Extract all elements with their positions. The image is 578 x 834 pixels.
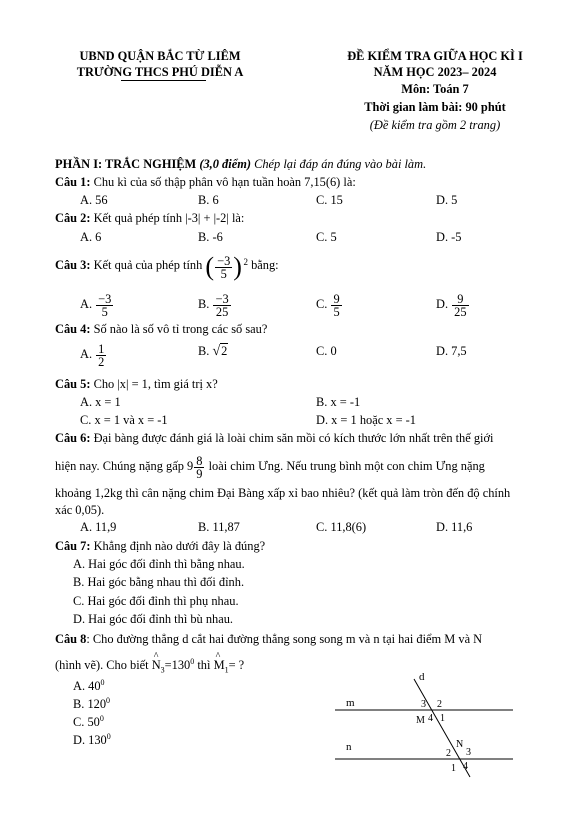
line-d xyxy=(414,679,470,777)
q1-option-c: C. 15 xyxy=(316,193,343,207)
part1-title: PHẦN I: TRẮC NGHIỆM xyxy=(55,157,197,171)
q1-stem xyxy=(55,175,356,190)
school-year: NĂM HỌC 2023– 2024 xyxy=(373,65,497,79)
q4-option-d: D. 7,5 xyxy=(436,344,467,358)
q8-line2: (hình vẽ). Cho biết ^ $N_3=130^0$ thì ^ $M_1=$ ? xyxy=(55,654,244,678)
q3-option-c: C. $\frac{9}{5}$ xyxy=(316,291,340,319)
q8-text-line1: : Cho đường thẳng d cắt hai đường thẳng song song m và n tại hai điểm M và N xyxy=(86,632,483,646)
q4-stem xyxy=(55,322,267,337)
label-m: m xyxy=(346,697,355,709)
exam-title: ĐỀ KIỂM TRA GIỮA HỌC KÌ I xyxy=(347,49,523,63)
q8-option-a: A. $40^0$ xyxy=(73,678,105,694)
q6-text-line1: Đại bàng được đánh giá là loài chim săn mồi có kích thước lớn nhất trên thế giới xyxy=(93,431,494,445)
q3-stem xyxy=(55,248,279,283)
svg-text:1: 1 xyxy=(451,763,456,774)
school-name: TRƯỜNG THCS PHÚ DIỄN A xyxy=(76,65,244,79)
q2-text: Kết quả phép tính |-3| + |-2| là: xyxy=(93,211,245,225)
q3-option-a: A. $\frac{-3}{5}$ xyxy=(80,291,112,319)
q2-stem xyxy=(55,211,244,226)
q7-option-c: C. Hai góc đối đỉnh thì phụ nhau. xyxy=(73,594,239,608)
part1-heading xyxy=(55,157,426,172)
q6-option-b: B. 11,87 xyxy=(198,520,240,534)
q1-option-a: A. 56 xyxy=(80,193,108,207)
part1-instruction: Chép lại đáp án đúng vào bài làm. xyxy=(254,157,427,171)
q8-angle-m1: ^ $M_1$ xyxy=(214,658,229,677)
q6-line1 xyxy=(55,431,493,446)
svg-text:4: 4 xyxy=(428,713,433,724)
q5-label: Câu 5: xyxy=(55,377,91,391)
q8-figure xyxy=(330,665,520,780)
svg-text:3: 3 xyxy=(421,699,426,710)
q3-expr-num: −3 xyxy=(217,253,231,268)
duration: Thời gian làm bài: 90 phút xyxy=(364,100,506,114)
q6-mixed-fraction: $\frac{8}{9}$ xyxy=(196,453,203,481)
q3-label: Câu 3: xyxy=(55,258,91,272)
q7-text: Khẳng định nào dưới đây là đúng? xyxy=(93,539,266,553)
q7-option-d: D. Hai góc đối đỉnh thì bù nhau. xyxy=(73,612,234,626)
q8-line1 xyxy=(55,632,482,647)
q1-option-b: B. 6 xyxy=(198,193,219,207)
q8-option-d: D. $130^0$ xyxy=(73,732,111,748)
q3-text-before: Kết quả của phép tính xyxy=(93,258,203,272)
q4-option-b: B. √2 xyxy=(198,344,228,359)
q6-option-a: A. 11,9 xyxy=(80,520,117,534)
q1-label: Câu 1: xyxy=(55,175,91,189)
subject: Môn: Toán 7 xyxy=(401,82,469,96)
q6-option-d: D. 11,6 xyxy=(436,520,473,534)
q1-text: Chu kì của số thập phân vô hạn tuần hoàn 7,15(6) là: xyxy=(93,175,356,189)
q3-text-after: bằng: xyxy=(251,258,279,272)
q5-option-a: A. x = 1 xyxy=(80,395,121,409)
q2-label: Câu 2: xyxy=(55,211,91,225)
q5-option-d: D. x = 1 hoặc x = -1 xyxy=(316,413,417,427)
q4-option-c: C. 0 xyxy=(316,344,337,358)
q7-stem xyxy=(55,539,265,554)
label-N: N xyxy=(456,739,464,750)
school-district: UBND QUẬN BẮC TỪ LIÊM xyxy=(79,49,241,63)
label-M: M xyxy=(416,715,425,726)
q4-text: Số nào là số vô tỉ trong các số sau? xyxy=(93,322,268,336)
q6-mixed-whole: 9 xyxy=(187,459,194,473)
header-underline xyxy=(121,80,206,81)
part1-points: (3,0 điểm) xyxy=(199,157,251,171)
q7-option-a: A. Hai góc đối đỉnh thì bằng nhau. xyxy=(73,557,245,571)
q6-label: Câu 6: xyxy=(55,431,91,445)
svg-text:2: 2 xyxy=(437,699,442,710)
q8-option-b: B. $120^0$ xyxy=(73,696,111,712)
q7-label: Câu 7: xyxy=(55,539,91,553)
q3-option-b: B. $\frac{-3}{25}$ xyxy=(198,291,229,319)
q5-option-b: B. x = -1 xyxy=(316,395,361,409)
q2-option-b: B. -6 xyxy=(198,230,223,244)
svg-text:4: 4 xyxy=(463,761,468,772)
q1-option-d: D. 5 xyxy=(436,193,458,207)
q3-expr-exponent: 2 xyxy=(243,257,248,268)
q2-option-c: C. 5 xyxy=(316,230,337,244)
q5-text: Cho |x| = 1, tìm giá trị x? xyxy=(93,377,218,391)
svg-text:2: 2 xyxy=(446,748,451,759)
q7-option-b: B. Hai góc bằng nhau thì đối đỉnh. xyxy=(73,575,245,589)
q2-option-d: D. -5 xyxy=(436,230,462,244)
q6-option-c: C. 11,8(6) xyxy=(316,520,367,534)
svg-text:1: 1 xyxy=(440,713,445,724)
q6-line3: khoảng 1,2kg thì cân nặng chim Đại Bàng xấp xỉ bao nhiêu? (kết quả làm tròn đến độ chính xyxy=(55,486,511,500)
q5-stem xyxy=(55,377,218,392)
q2-option-a: A. 6 xyxy=(80,230,102,244)
q3-expression: ( $\frac{-3}{5}$ ) 2 xyxy=(205,249,242,283)
label-n: n xyxy=(346,741,352,753)
q3-expr-den: 5 xyxy=(220,266,227,281)
q8-option-c: C. $50^0$ xyxy=(73,714,104,730)
q6-line4: xác 0,05). xyxy=(55,503,105,517)
q5-option-c: C. x = 1 và x = -1 xyxy=(80,413,168,427)
svg-text:3: 3 xyxy=(466,747,471,758)
q6-line2: hiện nay. Chúng nặng gấp 9 $\frac{8}{9}$ loài chim Ưng. Nếu trung bình một con chim Ưng nặng xyxy=(55,453,485,481)
q8-angle-n3: ^ $N_3$ xyxy=(152,658,165,677)
page-count-note: (Đề kiểm tra gồm 2 trang) xyxy=(369,118,501,132)
q3-option-d: D. $\frac{9}{25}$ xyxy=(436,291,467,319)
q4-label: Câu 4: xyxy=(55,322,91,336)
q8-label: Câu 8 xyxy=(55,632,87,646)
label-d: d xyxy=(419,671,425,683)
q4-option-a: A. $\frac{1}{2}$ xyxy=(80,341,105,369)
